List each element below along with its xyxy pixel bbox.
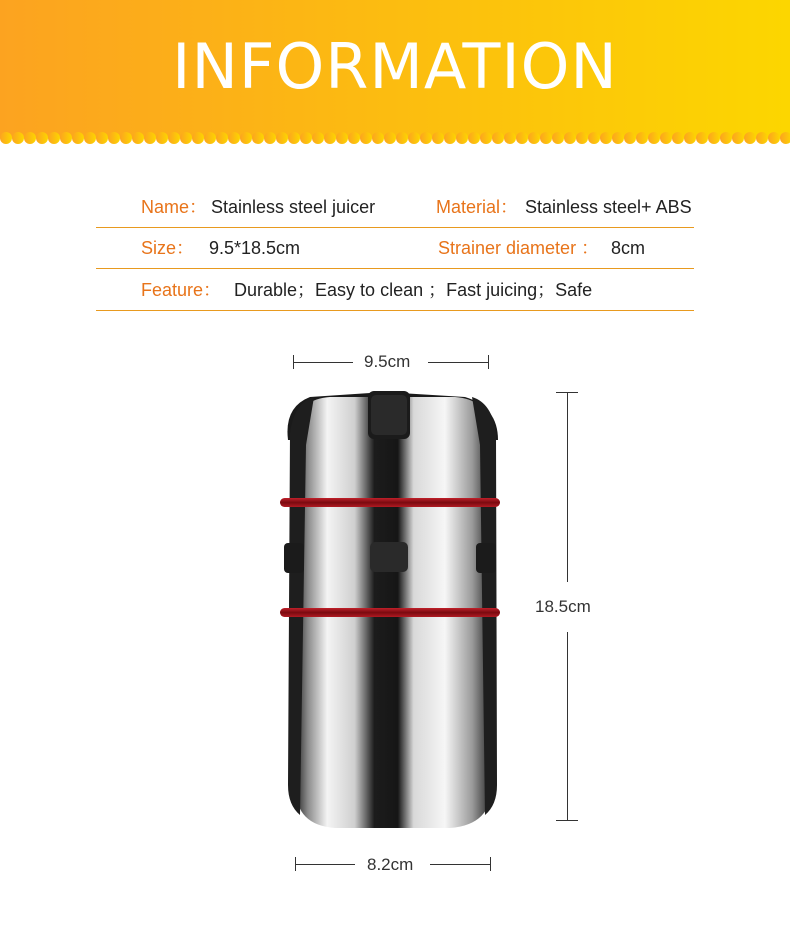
banner-scallop — [420, 132, 432, 144]
strainer-value: 8cm — [611, 238, 646, 258]
height-dimension-line-top — [567, 392, 568, 582]
banner-scallop — [576, 132, 588, 144]
banner-scallop — [504, 132, 516, 144]
page-title: INFORMATION — [172, 30, 618, 103]
banner-scallop — [444, 132, 456, 144]
banner-scallop — [564, 132, 576, 144]
banner-scallop — [312, 132, 324, 144]
banner-scallop — [396, 132, 408, 144]
banner-scallop — [660, 132, 672, 144]
banner-scallop — [552, 132, 564, 144]
banner-scallop — [204, 132, 216, 144]
spec-row-size-strainer — [96, 228, 694, 269]
banner-scallop — [744, 132, 756, 144]
banner-scallop — [732, 132, 744, 144]
bottom-dimension-line-right — [430, 864, 490, 865]
banner-scallop — [612, 132, 624, 144]
banner-scallop — [432, 132, 444, 144]
banner-scallop — [468, 132, 480, 144]
bottom-width-label: 8.2cm — [367, 855, 414, 874]
banner-scallop — [408, 132, 420, 144]
juicer-illustration-icon — [270, 385, 515, 835]
banner-scallop — [672, 132, 684, 144]
banner-scallop — [84, 132, 96, 144]
banner-scallop — [168, 132, 180, 144]
banner-scallop — [696, 132, 708, 144]
feature-label: Feature： — [141, 280, 222, 300]
bottom-dimension-line-left — [295, 864, 355, 865]
banner-scallop — [624, 132, 636, 144]
name-label: Name： — [141, 197, 208, 217]
top-dimension-tick-right — [488, 355, 489, 369]
banner-scallop — [216, 132, 228, 144]
banner-scallop — [144, 132, 156, 144]
banner-scallop — [192, 132, 204, 144]
banner-scallop — [276, 132, 288, 144]
banner-scallop — [456, 132, 468, 144]
banner-scallop — [132, 132, 144, 144]
banner-scallop — [0, 132, 12, 144]
banner-scallop — [96, 132, 108, 144]
banner-scallop — [12, 132, 24, 144]
banner-scallop — [60, 132, 72, 144]
banner-scallop — [384, 132, 396, 144]
banner-scallop — [756, 132, 768, 144]
banner-scallop — [768, 132, 780, 144]
banner-scallop — [240, 132, 252, 144]
banner-scallop — [264, 132, 276, 144]
height-dimension-tick-bottom — [556, 820, 578, 821]
banner-scallop — [492, 132, 504, 144]
banner-scallop — [528, 132, 540, 144]
banner-scallop — [540, 132, 552, 144]
banner-scallop — [24, 132, 36, 144]
spec-row-name-material — [96, 187, 694, 228]
top-dimension-line-right — [428, 362, 488, 363]
banner-scallop — [480, 132, 492, 144]
banner-scallop — [120, 132, 132, 144]
strainer-label: Strainer diameter ： — [438, 238, 600, 258]
banner-scallop — [516, 132, 528, 144]
banner-scallop — [720, 132, 732, 144]
banner-scallop — [252, 132, 264, 144]
bottom-dimension-tick-right — [490, 857, 491, 871]
banner-scallop — [48, 132, 60, 144]
banner-scallop — [156, 132, 168, 144]
banner-scallop — [72, 132, 84, 144]
height-dimension-line-bottom — [567, 632, 568, 820]
banner-scallop — [648, 132, 660, 144]
banner-scallop — [588, 132, 600, 144]
feature-value: Durable；Easy to clean ；Fast juicing；Safe — [234, 280, 593, 300]
banner-scallop — [360, 132, 372, 144]
name-value: Stainless steel juicer — [211, 197, 376, 217]
banner-scallop — [300, 132, 312, 144]
banner-scallop — [372, 132, 384, 144]
banner-scallop — [180, 132, 192, 144]
banner-scallop — [288, 132, 300, 144]
top-width-label: 9.5cm — [364, 352, 411, 371]
banner-scallop — [324, 132, 336, 144]
material-label: Material： — [436, 197, 519, 217]
size-label: Size： — [141, 238, 195, 258]
banner-scallop — [336, 132, 348, 144]
banner-scallop — [708, 132, 720, 144]
banner-scallop — [228, 132, 240, 144]
size-value: 9.5*18.5cm — [209, 238, 301, 258]
banner — [0, 0, 790, 150]
banner-scallop — [348, 132, 360, 144]
spec-row-feature — [96, 270, 694, 311]
top-dimension-line-left — [293, 362, 353, 363]
height-label: 18.5cm — [535, 597, 591, 616]
banner-scallop — [600, 132, 612, 144]
banner-scallop — [108, 132, 120, 144]
banner-scallop — [636, 132, 648, 144]
banner-scallop — [36, 132, 48, 144]
material-value: Stainless steel+ ABS — [525, 197, 692, 217]
banner-scallop — [684, 132, 696, 144]
